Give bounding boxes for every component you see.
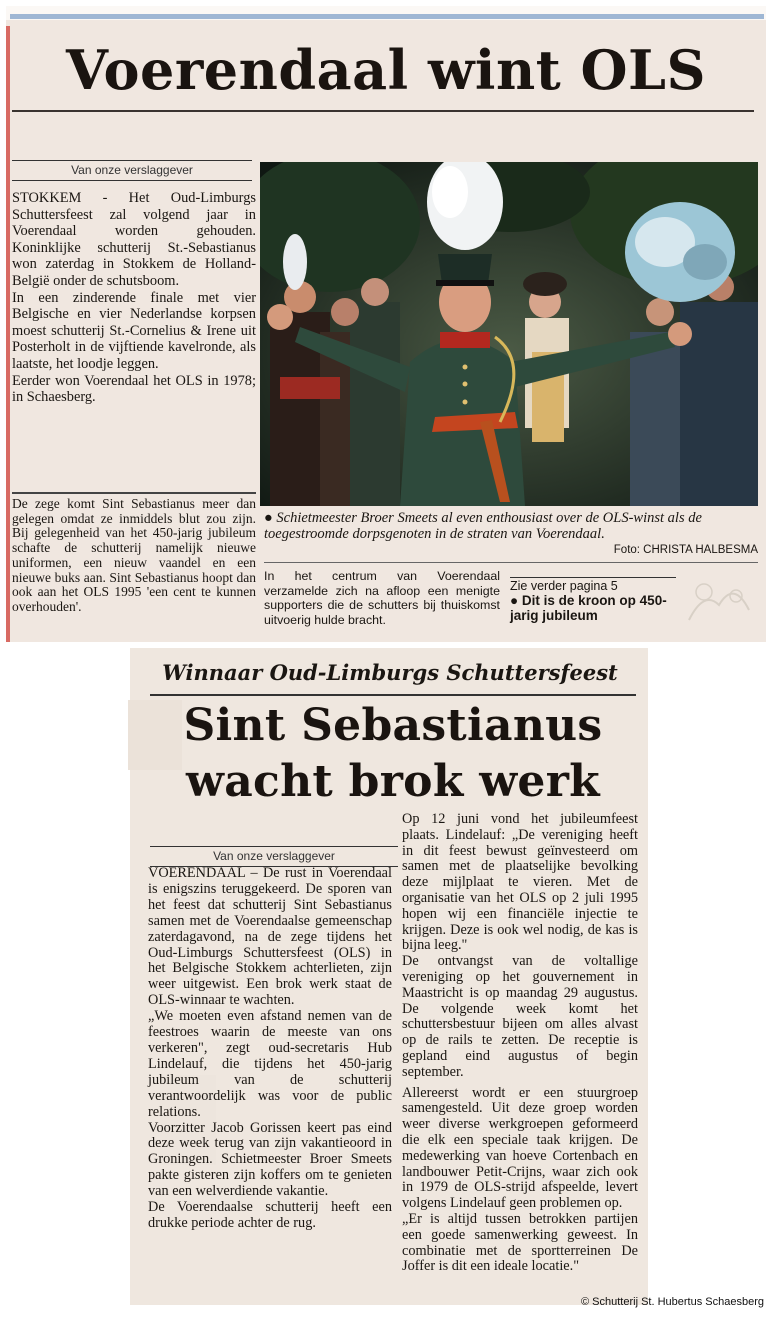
byline: Van onze verslaggever [150, 846, 398, 867]
article1-paragraph: Eerder won Voerendaal het OLS in 1978; in Schaesberg. [12, 372, 256, 406]
photo-caption [264, 510, 758, 542]
article2-paragraph: Voorzitter Jacob Gorissen keert pas eind deze week terug van zijn vakantieoord in Groningen. Schietmeester Broer Smeets pakte gisteren zijn koffers om te genieten van een welverdiende vakantie. [148, 1119, 392, 1200]
caption-bullet: ● [264, 510, 273, 526]
red-margin-edge [6, 26, 10, 642]
see-also-box [510, 577, 676, 623]
article2-paragraph: De ontvangst van de voltallige vereniging op het gouvernement in Maastricht is op maandag 29 augustus. De volgende week komt het schuttersbestuur bijeen om alles alvast op de rails te zetten. De receptie is gepland eind augustus of begin september. [402, 953, 638, 1080]
headline-sint-sebastianus [150, 698, 636, 810]
photo-illustration [260, 162, 758, 506]
headline-rule [12, 110, 754, 112]
article1-paragraph: In een zinderende finale met vier Belgische en vier Nederlandse korpsen moest schutterij St.-Cornelius & Irene uit Posterholt in de vijftiende kavelronde, als laatste, het loodje leggen. [12, 289, 256, 372]
faded-stamp-icon [684, 570, 754, 630]
article2-paragraph: VOERENDAAL – De rust in Voerendaal is enigszins teruggekeerd. De sporen van het feest dat schutterij Sint Sebastianus samen met de Voerendaalse gemeenschap zaterdagavond, na de zege tijdens het Oud-Limburgs Schuttersfeest (OLS) in het Belgische Stokkem achterlieten, zijn weer uitgewist. Een brok werk staat de OLS-winnaar te wachten. [148, 865, 392, 1009]
see-also-title [510, 593, 676, 623]
see-also-page: Zie verder pagina 5 [510, 579, 618, 593]
blue-rule [10, 14, 764, 19]
article1-paragraph-small: De zege komt Sint Sebastianus meer dan gelegen omdat ze inmiddels blut zou zijn. Bij gelegenheid van het 450-jarig jubileum schafte de schutterij namelijk nieuwe uniformen, een nieuw vaandel en een nieuwe buks aan. Sint Sebastianus hoopt dan ook aan het OLS 1995 'een cent te kunnen overhouden'. [12, 496, 256, 614]
headline-line: wacht brok werk [186, 756, 600, 807]
photo-schietmeester-broer-smeets [260, 162, 758, 506]
headline-voerendaal-wint-ols: Voerendaal wint OLS [66, 38, 706, 102]
caption-rule [264, 562, 758, 563]
caption-text: Schietmeester Broer Smeets al even enthousiast over de OLS-winst als de toegestroomde dorpsgenoten in de straten van Voerendaal. [264, 510, 702, 542]
article2-right-column [402, 812, 638, 1275]
article2-paragraph: Op 12 juni vond het jubileumfeest plaats. Lindelauf: „De vereniging heeft in dit feest bewust geïnvesteerd om samen met de plaatselijke bevolking deze mijlplaat te vieren. Met de organisatie van het OLS op 2 juli 1995 hopen wij een financiële injectie te krijgen. Deze is ook wel nodig, de kas is bijna leeg." [402, 811, 638, 954]
article2-paragraph: De Voerendaalse schutterij heeft een drukke periode achter de rug. [148, 1199, 392, 1231]
article2-paragraph: Allereerst wordt er een stuurgroep samengesteld. Uit deze groep worden weer diverse werkgroepen geformeerd die elk een speciale taak krijgen. De medewerking van hoeve Cortenbach en landbouwer Petit-Crijns, waar zich ook in 1979 de OLS-strijd afspeelde, levert volgens Lindelauf geen problemen op. [402, 1084, 638, 1212]
see-also-bullet: ● [510, 593, 519, 608]
article2-paragraph: „We moeten even afstand nemen van de feestroes waarin de meeste van ons verkeren", zegt oud-secretaris Hub Lindelauf, die tijdens het 450-jarig jubileum van de schutterij verantwoordelijk was voor de public relations. [148, 1008, 392, 1120]
byline: Van onze verslaggever [12, 160, 252, 181]
copyright-notice: © Schutterij St. Hubertus Schaesberg [581, 1296, 764, 1308]
kicker-rule [150, 694, 636, 696]
article2-paragraph: „Er is altijd tussen betrokken partijen een goede samenwerking geweest. In combinatie met de sportterreinen De Joffer is dit een ideale locatie." [402, 1210, 638, 1275]
kicker-winnaar: Winnaar Oud-Limburgs Schuttersfeest [162, 660, 618, 685]
headline-line: Sint Sebastianus [183, 700, 603, 751]
photo-credit: Foto: CHRISTA HALBESMA [613, 544, 758, 556]
bleed-through-print [645, 1058, 765, 1096]
article1-paragraph: STOKKEM - Het Oud-Limburgs Schuttersfeest zal volgend jaar in Voerendaal worden gehouden. Koninklijke schutterij St.-Sebastianus won zaterdag in Stokkem de Holland-België onder de schutsboom. [12, 190, 256, 289]
article2-left-column [148, 866, 392, 1232]
see-also-title-text: Dit is de kroon op 450-jarig jubileum [510, 593, 667, 623]
article1-body [12, 190, 256, 406]
article1-paragraph-centrum: In het centrum van Voerendaal verzamelde zich na afloop een menigte supporters die de schutters bij thuiskomst uitvoerig hulde bracht. [264, 569, 500, 627]
column-rule [12, 492, 256, 494]
